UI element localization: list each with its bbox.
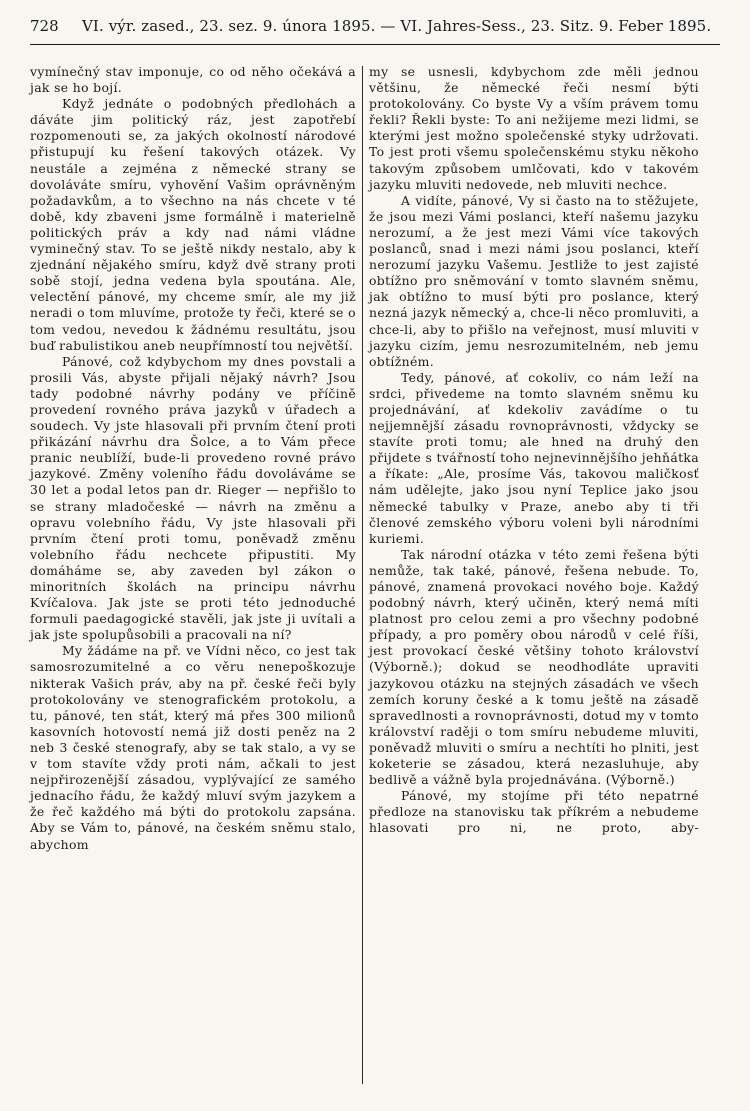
left-paragraph-4: My žádáme na př. ve Vídni něco, co jest tak samosrozumitelné a co věru nenepoškozuje nikterak Vašich práv, aby na př. české řeči byly protokolovány ve stenografickém protokolu, a tu, pánové, ten stát, který má přes 300 milionů kasovních hotovostí nemá již dosti peněz na 2 neb 3 české stenografy, aby se tak stalo, a vy se v tom stavíte vždy proti nám, ačkali to jest nejpřirozenější zásadou, vyplývající ze samého jednacího řádu, že každý mluví svým jazykem a že řeč každého má býti do protokolu zapsána. Aby se Vám to, pánové, na českém sněmu stalo, abychom [30, 643, 356, 852]
right-paragraph-5: Pánové, my stojíme při této nepatrné předloze na stanovisku tak příkrém a nebudeme hlasovati pro ni, ne proto, aby- [369, 788, 699, 836]
left-paragraph-3: Pánové, což kdybychom my dnes povstali a prosili Vás, abyste přijali nějaký návrh? Jsou tady podobné návrhy podány ve příčině provedení rovného práva jazyků v úřadech a soudech. Vy jste hlasovali při prvním čtení proti přikázání návrhu dra Šolce, a to Vám přece pranic neublíží, bude-li provedeno rovné právo jazykové. Změny voleního řádu dovoláváme se 30 let a podal letos pan dr. Rieger — nepřišlo to se strany mladočeské — návrh na změnu a opravu volebního řádu, Vy jste hlasovali při prvním čtení proti tomu, poněvadž změnu volebního řádu nechcete připustiti. My domáháme se, aby zaveden byl zákon o minoritních školách na principu návrhu Kvíčalova. Jak jste se proti této jednoduché formuli paedagogické stavěli, jak jste ji uvítali a jak jste spolupůsobili a pracovali na ní? [30, 353, 356, 643]
left-paragraph-1: vymínečný stav imponuje, co od něho očekává a jak se ho bojí. [30, 64, 356, 96]
page-number: 728 [30, 17, 59, 35]
right-paragraph-2: A vidíte, pánové, Vy si často na to stěžujete, že jsou mezi Vámi poslanci, kteří našemu jazyku nerozumí, a že jest mezi Vámi více takových poslanců, snad i mezi námi jsou poslanci, kteří nerozumí jazyku Vašemu. Jestliže to jest zajisté obtížno pro sněmování v tomto slavném sněmu, jak obtížno to musí býti pro poslance, který nezná jazyk německý a, chce-li něco promluviti, a chce-li, aby to přišlo na veřejnost, musí mluviti v jazyku cizím, jemu nesrozumitelném, neb jemu obtížném. [369, 192, 699, 369]
header-rule [30, 44, 720, 45]
left-paragraph-2: Když jednáte o podobných předlohách a dáváte jim politický ráz, jest zapotřebí rozpomenouti se, za jakých okolností národové přistupují ku řešení takových otázek. Vy neustále a zejména z německé strany se dovoláváte smíru, vyhovění Vašim oprávněným požadavkům, a to všechno na nás chcete v té době, kdy zbaveni jsme formálně i materielně politických práv a kdy nad námi vládne vyminečný stav. To se ještě nikdy nestalo, aby k zjednání nějakého smíru, když dvě strany proti sobě stojí, jedna vedena byla spoutána. Ale, velectění pánové, my chceme smír, ale my již neradi o tom mluvíme, protože ty řeči, které se o tom vedou, nevedou k žádnému resultátu, jsou buď rabulistikou aneb neupřímností tou největší. [30, 96, 356, 353]
right-paragraph-4: Tak národní otázka v této zemi řešena býti nemůže, tak také, pánové, řešena nebude. To, pánové, znamená provokaci nového boje. Každý podobný návrh, který učiněn, který nemá míti platnost pro celou zemi a pro všechny podobné případy, a pro poměry obou národů v celé říši, jest provokací české většiny tohoto království (Výborně.); dokud se neodhodláte upraviti jazykovou otázku na stejných zásadách ve všech zemích koruny české a k tomu ještě na zásadě spravedlnosti a rovnoprávnosti, dotud my v tomto království raději o tom smíru nebudeme mluviti, poněvadž mluviti o smíru a nechtíti ho plniti, jest koketerie se zásadou, která nezasluhuje, aby bedlivě a vážně byla projednávána. (Výborně.) [369, 546, 699, 788]
column-divider [362, 66, 363, 1084]
right-column [369, 64, 699, 837]
left-column [30, 64, 356, 853]
header-title: VI. výr. zased., 23. sez. 9. února 1895. — VI. Jahres-Sess., 23. Sitz. 9. Feber 1895. [82, 17, 712, 35]
right-paragraph-1: my se usnesli, kdybychom zde měli jednou většinu, že německé řeči nesmí býti protokolovány. Co byste Vy a vším právem tomu řekli? Řekli byste: To ani nežijeme mezi lidmi, se kterými jest možno společenské styky udržovati. To jest proti všemu společenskému styku někoho takovým způsobem umlčovati, kdo v takovém jazyku mluviti nedovede, neb mluviti nechce. [369, 64, 699, 192]
running-header [30, 14, 720, 40]
right-paragraph-3: Tedy, pánové, ať cokoliv, co nám leží na srdci, přivedeme na tomto slavném sněmu ku projednávání, ať kdekoliv zavádíme o tu nejjemnější zásadu rovnoprávnosti, vždycky se stavíte proti tomu; ale hned na druhý den přijdete s tvářností toho nejnevinnějšího jehňátka a říkate: „Ale, prosíme Vás, takovou maličkosť nám udělejte, jako jsou nyní Teplice jako jsou německé tabulky v Praze, anebo aby ti tři členové zemského výboru voleni byli národními kuriemi. [369, 369, 699, 546]
